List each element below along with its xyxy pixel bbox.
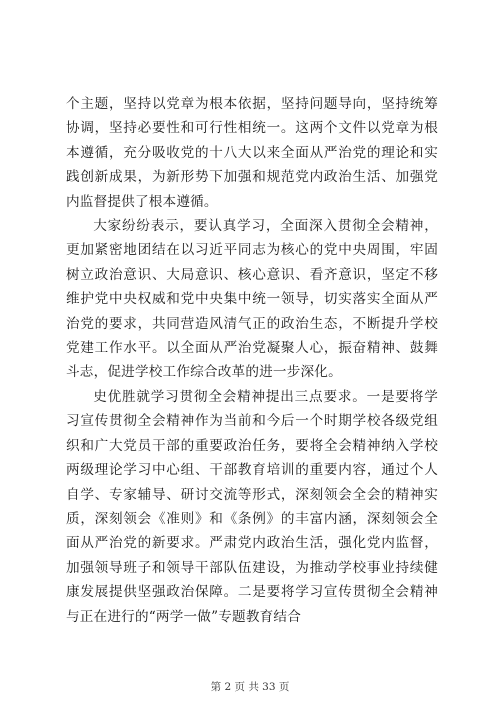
paragraph-3: 史优胜就学习贯彻全会精神提出三点要求。一是要将学习宣传贯彻全会精神作为当前和今后一个时期学校各级党组织和广大党员干部的重要政治任务，要将全会精神纳入学校两级理论学习中心组、干部教育培训的重要内容，通过个人自学、专家辅导、研讨交流等形式，深刻领会全会的精神实质，深刻领会《准则》和《条例》的丰富内涵，深刻领会全面从严治党的新要求。严肃党内政治生活，强化党内监督，加强领导班子和领导干部队伍建设，为推动学校事业持续健康发展提供坚强政治保障。二是要将学习宣传贯彻全会精神与正在进行的“两学一做”专题教育结合 — [66, 388, 438, 625]
paragraph-2: 大家纷纷表示，要认真学习，全面深入贯彻全会精神，更加紧密地团结在以习近平同志为核心的党中央周围，牢固树立政治意识、大局意识、核心意识、看齐意识，坚定不移维护党中央权威和党中央集中统一领导，切实落实全面从严治党的要求，共同营造风清气正的政治生态，不断提升学校党建工作水平。以全面从严治党凝聚人心，振奋精神、鼓舞斗志，促进学校工作综合改革的进一步深化。 — [66, 218, 438, 381]
page-number-footer: 第 2 页 共 33 页 — [210, 681, 290, 693]
paragraph-1: 个主题，坚持以党章为根本依据，坚持问题导向，坚持统筹协调，坚持必要性和可行性相统一。这两个文件以党章为根本遵循，充分吸收党的十八大以来全面从严治党的理论和实践创新成果，为新形势下加强和规范党内政治生活、加强党内监督提供了根本遵循。 — [66, 96, 438, 210]
document-body — [66, 92, 438, 629]
